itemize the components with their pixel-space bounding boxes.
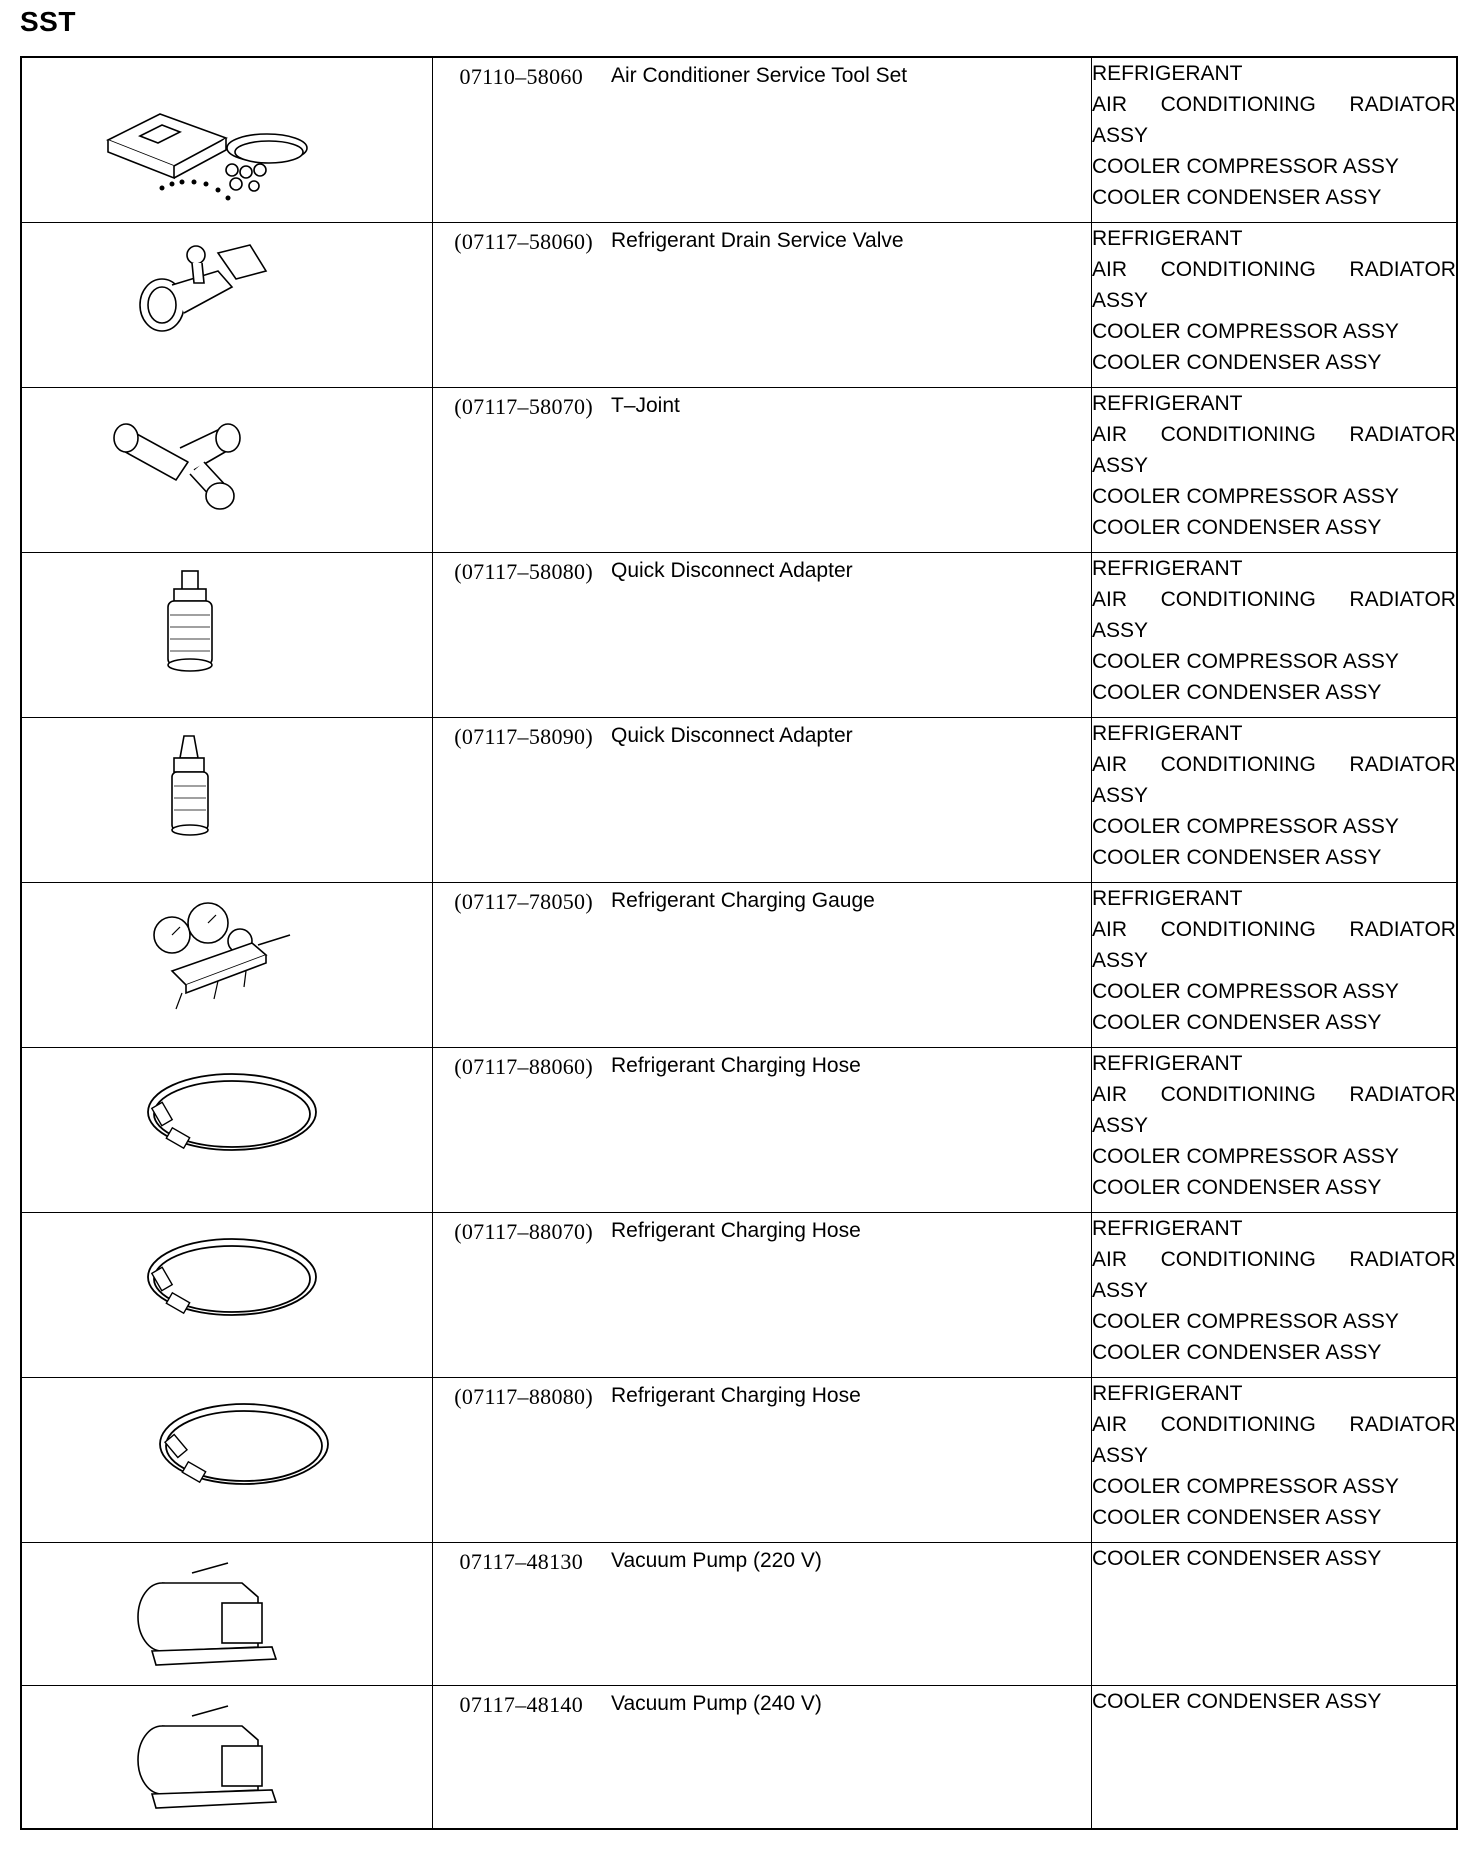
application-word: CONDITIONING	[1160, 93, 1316, 116]
part-info-cell	[433, 553, 1092, 718]
application-word: RADIATOR	[1349, 1248, 1456, 1271]
application-word: RADIATOR	[1349, 1413, 1456, 1436]
application-word: CONDITIONING	[1160, 1248, 1316, 1271]
application-word: RADIATOR	[1349, 918, 1456, 941]
applications-cell	[1092, 1378, 1458, 1543]
part-number: (07117–58080)	[454, 559, 593, 584]
application-line: COOLER CONDENSER ASSY	[1092, 1547, 1382, 1570]
application-word: CONDITIONING	[1160, 1413, 1316, 1436]
part-number: (07117–88060)	[454, 1054, 593, 1079]
illustration-cell	[21, 1213, 433, 1378]
part-number: 07117–48130	[459, 1549, 583, 1574]
application-word: AIR	[1092, 1248, 1128, 1271]
application-word: RADIATOR	[1349, 753, 1456, 776]
application-word: CONDITIONING	[1160, 423, 1316, 446]
application-line: ASSY	[1092, 949, 1149, 972]
application-line: ASSY	[1092, 289, 1149, 312]
tool-name: Vacuum Pump (240 V)	[611, 1692, 822, 1715]
vacuum-pump-icon	[22, 1686, 432, 1828]
application-line	[1092, 1244, 1456, 1275]
application-word: RADIATOR	[1349, 1083, 1456, 1106]
charging-hose-icon	[22, 1213, 432, 1377]
application-line	[1092, 749, 1456, 780]
illustration-cell	[21, 1378, 433, 1543]
table-row	[21, 1378, 1457, 1543]
illustration-cell	[21, 718, 433, 883]
part-number: (07117–88080)	[454, 1384, 593, 1409]
application-line: ASSY	[1092, 619, 1149, 642]
part-info-cell	[433, 388, 1092, 553]
service-tool-set-case-icon	[22, 58, 432, 222]
application-line: REFRIGERANT	[1092, 1052, 1243, 1075]
application-word: AIR	[1092, 1413, 1128, 1436]
part-info-cell	[433, 883, 1092, 1048]
application-line: COOLER COMPRESSOR ASSY	[1092, 1475, 1399, 1498]
application-word: AIR	[1092, 258, 1128, 281]
application-word: CONDITIONING	[1160, 753, 1316, 776]
tool-name: T–Joint	[611, 394, 680, 417]
charging-hose-icon	[22, 1378, 432, 1542]
illustration-cell	[21, 57, 433, 223]
part-info-cell	[433, 1686, 1092, 1830]
tool-name: Refrigerant Drain Service Valve	[611, 229, 904, 252]
application-line: COOLER COMPRESSOR ASSY	[1092, 980, 1399, 1003]
tool-name: Refrigerant Charging Hose	[611, 1219, 861, 1242]
application-line: COOLER CONDENSER ASSY	[1092, 351, 1382, 374]
part-number: 07117–48140	[459, 1692, 583, 1717]
application-word: RADIATOR	[1349, 93, 1456, 116]
part-number: (07117–58060)	[454, 229, 593, 254]
table-row	[21, 1213, 1457, 1378]
tool-name: Vacuum Pump (220 V)	[611, 1549, 822, 1572]
illustration-cell	[21, 1543, 433, 1686]
tool-name: Refrigerant Charging Hose	[611, 1384, 861, 1407]
tool-name: Refrigerant Charging Gauge	[611, 889, 875, 912]
application-word: RADIATOR	[1349, 588, 1456, 611]
page-title: SST	[20, 6, 76, 37]
applications-cell	[1092, 388, 1458, 553]
application-line	[1092, 89, 1456, 120]
application-line: REFRIGERANT	[1092, 1382, 1243, 1405]
application-line	[1092, 914, 1456, 945]
application-line: COOLER COMPRESSOR ASSY	[1092, 155, 1399, 178]
part-number: 07110–58060	[459, 64, 583, 89]
applications-cell	[1092, 223, 1458, 388]
application-word: CONDITIONING	[1160, 918, 1316, 941]
table-row	[21, 718, 1457, 883]
illustration-cell	[21, 553, 433, 718]
application-word: RADIATOR	[1349, 423, 1456, 446]
application-line: ASSY	[1092, 1279, 1149, 1302]
application-line: COOLER COMPRESSOR ASSY	[1092, 815, 1399, 838]
application-line	[1092, 1079, 1456, 1110]
application-word: AIR	[1092, 423, 1128, 446]
applications-cell	[1092, 1048, 1458, 1213]
application-line	[1092, 254, 1456, 285]
table-row	[21, 1543, 1457, 1686]
tool-name: Quick Disconnect Adapter	[611, 559, 853, 582]
application-line: COOLER CONDENSER ASSY	[1092, 1341, 1382, 1364]
application-word: AIR	[1092, 1083, 1128, 1106]
tool-name: Quick Disconnect Adapter	[611, 724, 853, 747]
part-number: (07117–58070)	[454, 394, 593, 419]
application-line: COOLER COMPRESSOR ASSY	[1092, 1310, 1399, 1333]
table-row	[21, 1048, 1457, 1213]
application-line: COOLER CONDENSER ASSY	[1092, 681, 1382, 704]
application-word: CONDITIONING	[1160, 258, 1316, 281]
application-line: COOLER CONDENSER ASSY	[1092, 1506, 1382, 1529]
charging-gauge-manifold-icon	[22, 883, 432, 1047]
part-info-cell	[433, 1048, 1092, 1213]
application-line: REFRIGERANT	[1092, 392, 1243, 415]
table-row	[21, 1686, 1457, 1830]
illustration-cell	[21, 883, 433, 1048]
application-line: ASSY	[1092, 454, 1149, 477]
tool-name: Air Conditioner Service Tool Set	[611, 64, 908, 87]
charging-hose-icon	[22, 1048, 432, 1212]
application-line: REFRIGERANT	[1092, 62, 1243, 85]
part-info-cell	[433, 57, 1092, 223]
table-row	[21, 223, 1457, 388]
part-number: (07117–58090)	[454, 724, 593, 749]
application-word: RADIATOR	[1349, 258, 1456, 281]
vacuum-pump-icon	[22, 1543, 432, 1685]
application-line: ASSY	[1092, 1444, 1149, 1467]
illustration-cell	[21, 388, 433, 553]
application-word: AIR	[1092, 93, 1128, 116]
quick-disconnect-adapter-small-icon	[22, 718, 432, 882]
t-joint-icon	[22, 388, 432, 552]
application-line: REFRIGERANT	[1092, 227, 1243, 250]
sst-table	[20, 56, 1458, 1830]
application-line: COOLER CONDENSER ASSY	[1092, 1011, 1382, 1034]
application-line: COOLER CONDENSER ASSY	[1092, 846, 1382, 869]
application-line	[1092, 1409, 1456, 1440]
tool-name: Refrigerant Charging Hose	[611, 1054, 861, 1077]
part-info-cell	[433, 718, 1092, 883]
application-word: AIR	[1092, 918, 1128, 941]
table-row	[21, 553, 1457, 718]
application-line: ASSY	[1092, 1114, 1149, 1137]
applications-cell	[1092, 883, 1458, 1048]
drain-service-valve-icon	[22, 223, 432, 387]
table-row	[21, 57, 1457, 223]
application-line: COOLER COMPRESSOR ASSY	[1092, 320, 1399, 343]
application-word: AIR	[1092, 588, 1128, 611]
application-line: COOLER COMPRESSOR ASSY	[1092, 650, 1399, 673]
illustration-cell	[21, 1686, 433, 1830]
application-line: REFRIGERANT	[1092, 722, 1243, 745]
application-line: ASSY	[1092, 784, 1149, 807]
part-info-cell	[433, 1543, 1092, 1686]
application-line: COOLER CONDENSER ASSY	[1092, 516, 1382, 539]
application-line: ASSY	[1092, 124, 1149, 147]
application-line	[1092, 419, 1456, 450]
application-line	[1092, 584, 1456, 615]
application-word: CONDITIONING	[1160, 588, 1316, 611]
table-row	[21, 388, 1457, 553]
application-word: CONDITIONING	[1160, 1083, 1316, 1106]
application-line: COOLER COMPRESSOR ASSY	[1092, 485, 1399, 508]
application-line: COOLER CONDENSER ASSY	[1092, 1176, 1382, 1199]
illustration-cell	[21, 1048, 433, 1213]
part-number: (07117–78050)	[454, 889, 593, 914]
applications-cell	[1092, 1213, 1458, 1378]
application-line: REFRIGERANT	[1092, 887, 1243, 910]
part-info-cell	[433, 223, 1092, 388]
applications-cell	[1092, 718, 1458, 883]
application-word: AIR	[1092, 753, 1128, 776]
applications-cell	[1092, 57, 1458, 223]
application-line: REFRIGERANT	[1092, 1217, 1243, 1240]
applications-cell	[1092, 1686, 1458, 1830]
application-line: REFRIGERANT	[1092, 557, 1243, 580]
part-number: (07117–88070)	[454, 1219, 593, 1244]
quick-disconnect-adapter-icon	[22, 553, 432, 717]
part-info-cell	[433, 1213, 1092, 1378]
applications-cell	[1092, 553, 1458, 718]
table-row	[21, 883, 1457, 1048]
applications-cell	[1092, 1543, 1458, 1686]
part-info-cell	[433, 1378, 1092, 1543]
application-line: COOLER COMPRESSOR ASSY	[1092, 1145, 1399, 1168]
illustration-cell	[21, 223, 433, 388]
application-line: COOLER CONDENSER ASSY	[1092, 186, 1382, 209]
application-line: COOLER CONDENSER ASSY	[1092, 1690, 1382, 1713]
